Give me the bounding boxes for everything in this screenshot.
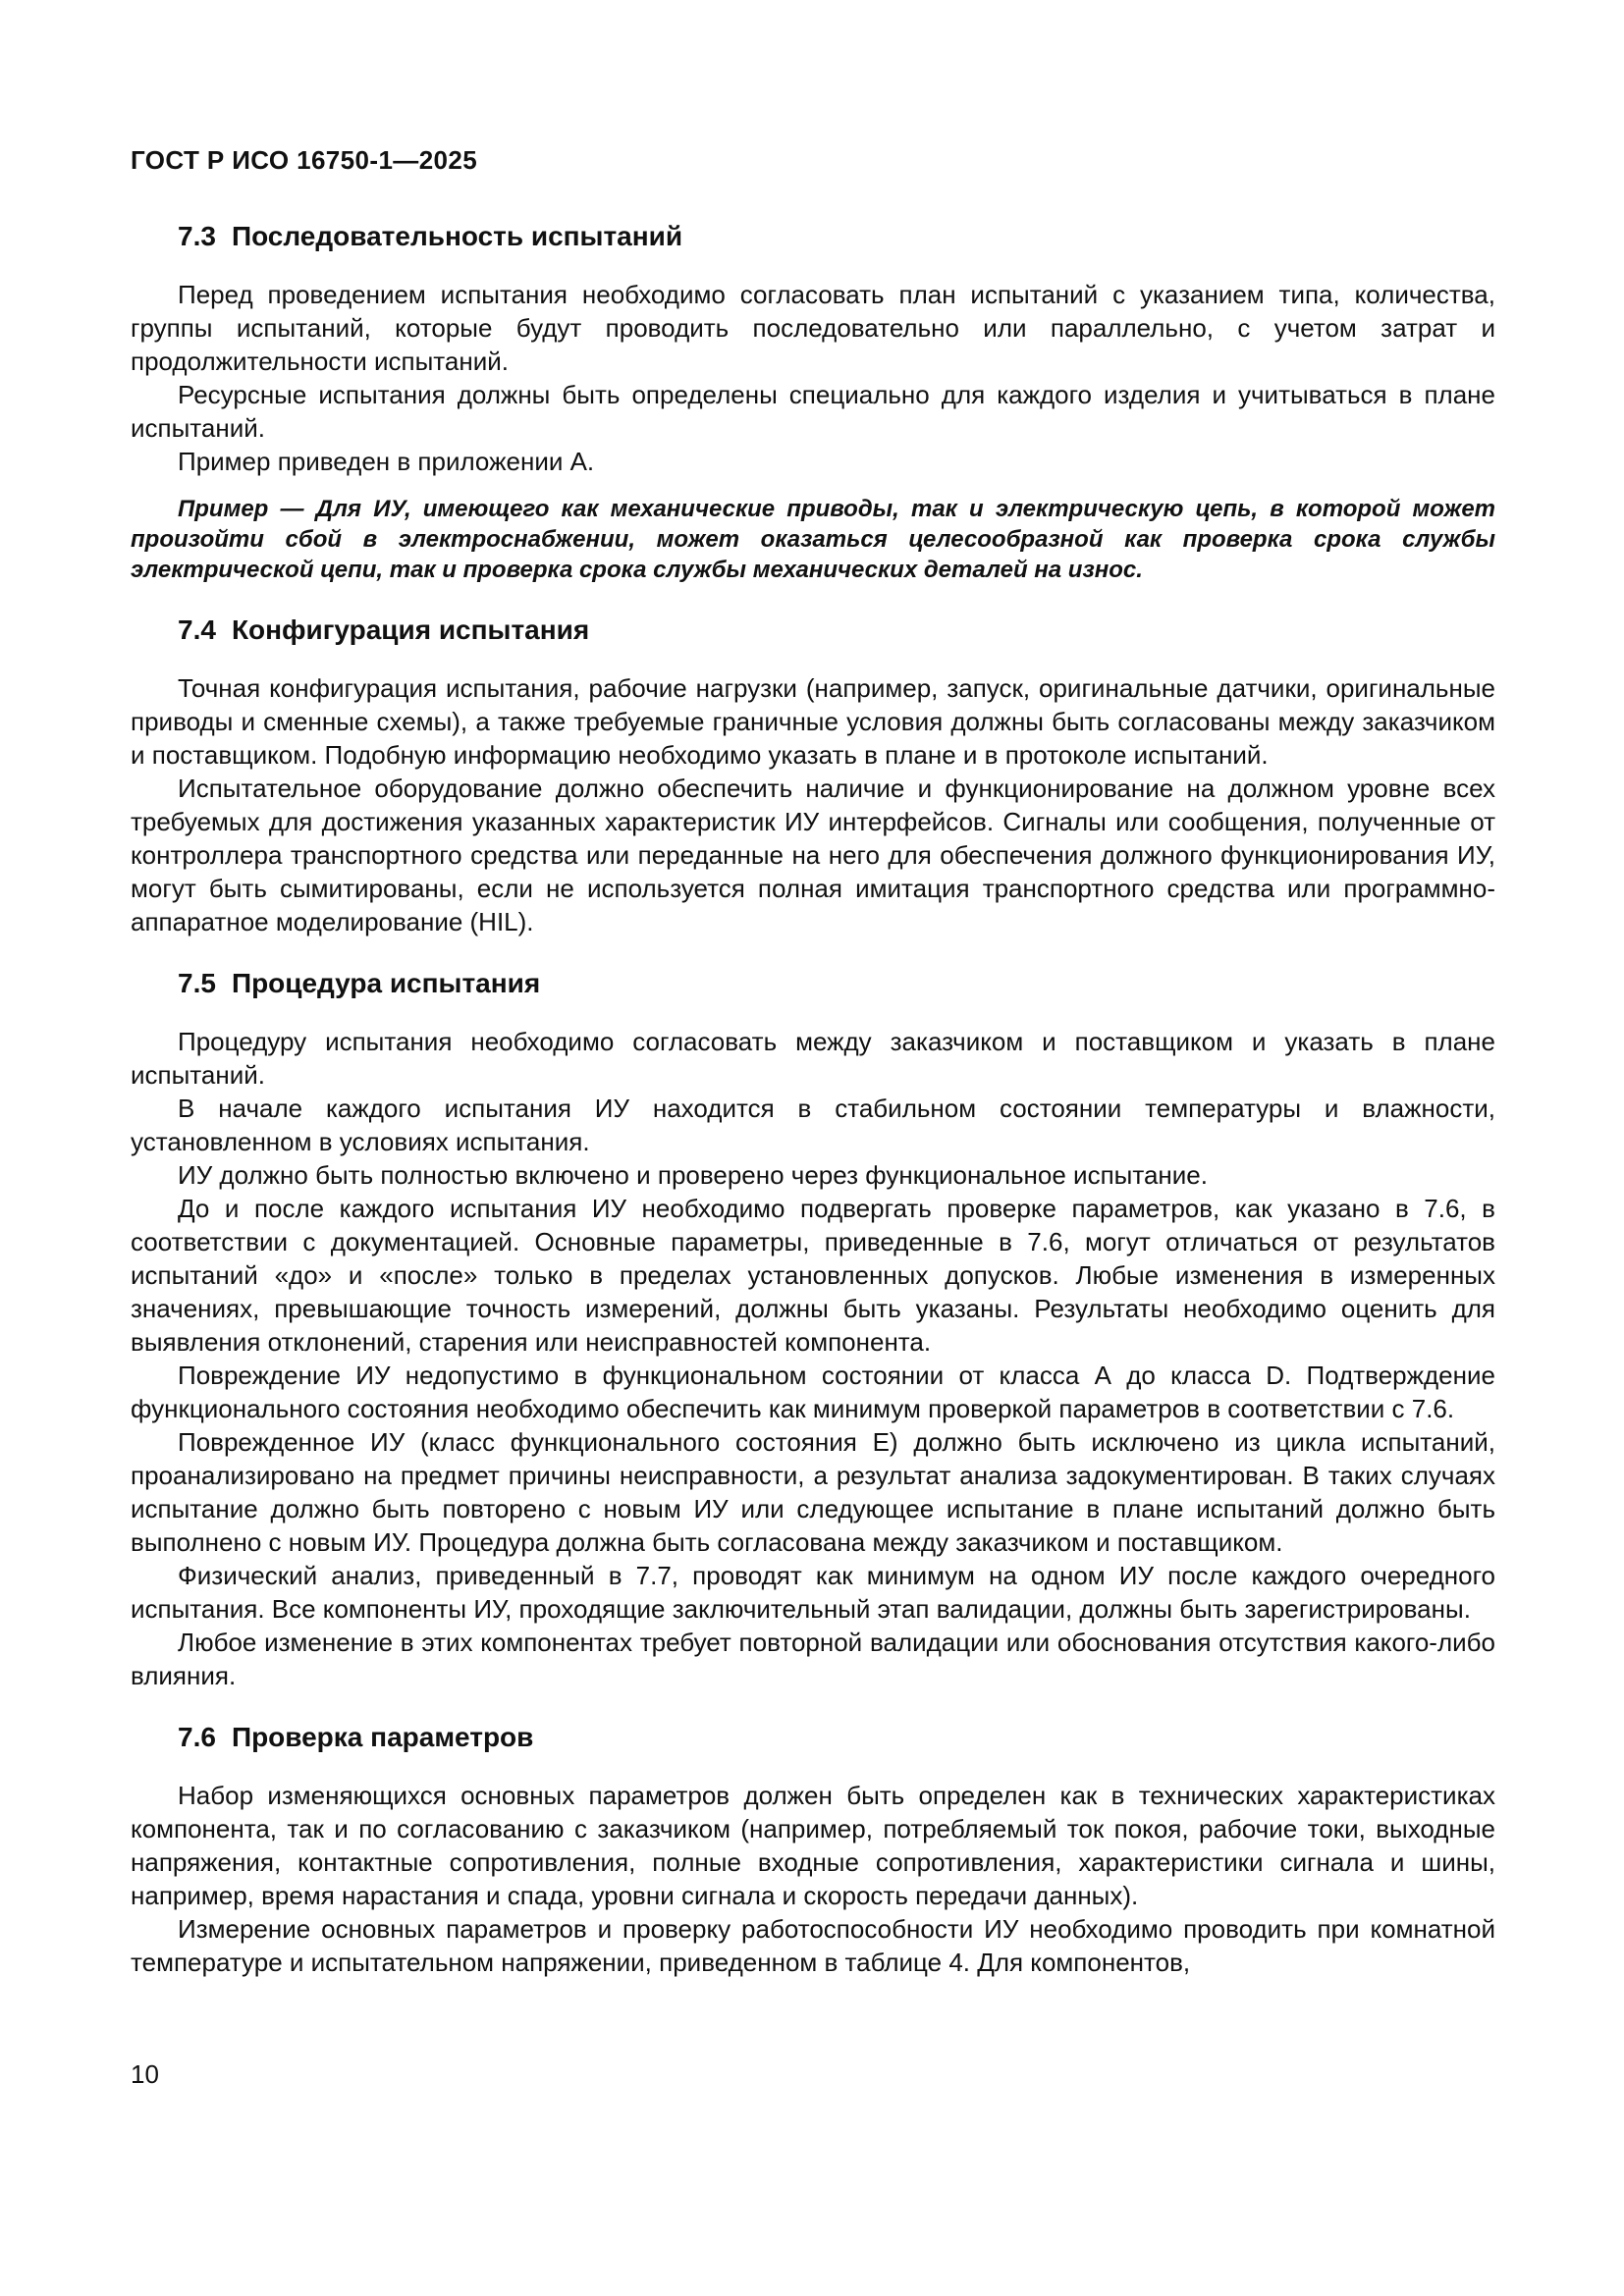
paragraph: Поврежденное ИУ (класс функционального состояния Е) должно быть исключено из цикла испытаний, проанализировано на предмет причины неисправности, а результат анализа задокументирован. В таких случаях испытание должно быть повторено с новым ИУ или следующее испытание в плане испытаний должно быть выполнено с новым ИУ. Процедура должна быть согласована между заказчиком и поставщиком. — [131, 1427, 1495, 1557]
section-7-4-heading — [131, 614, 1495, 646]
paragraph: Повреждение ИУ недопустимо в функциональном состоянии от класса А до класса D. Подтверждение функционального состояния необходимо обеспечить как минимум проверкой параметров в соответствии с 7.6. — [131, 1361, 1495, 1423]
paragraph: Процедуру испытания необходимо согласовать между заказчиком и поставщиком и указать в плане испытаний. — [131, 1027, 1495, 1090]
section-7-6-heading — [131, 1722, 1495, 1753]
paragraph: Измерение основных параметров и проверку работоспособности ИУ необходимо проводить при комнатной температуре и испытательном напряжении, приведенном в таблице 4. Для компонентов, — [131, 1914, 1495, 1977]
heading-title: Процедура испытания — [231, 968, 541, 998]
section-7-3-heading — [131, 221, 1495, 252]
heading-number: 7.6 — [178, 1722, 216, 1752]
paragraph: Точная конфигурация испытания, рабочие нагрузки (например, запуск, оригинальные датчики, оригинальные приводы и сменные схемы), а также требуемые граничные условия должны быть согласованы между заказчиком и поставщиком. Подобную информацию необходимо указать в плане и в протоколе испытаний. — [131, 673, 1495, 770]
paragraph: Пример приведен в приложении А. — [178, 447, 595, 476]
paragraph: В начале каждого испытания ИУ находится в стабильном состоянии температуры и влажности, установленном в условиях испытания. — [131, 1094, 1495, 1156]
paragraph: ИУ должно быть полностью включено и проверено через функциональное испытание. — [178, 1160, 1208, 1190]
heading-title: Конфигурация испытания — [231, 614, 590, 645]
heading-number: 7.4 — [178, 614, 216, 645]
page-content — [131, 145, 1495, 1979]
heading-title: Последовательность испытаний — [231, 221, 683, 251]
example-note: Пример — Для ИУ, имеющего как механические приводы, так и электрическую цепь, в которой может произойти сбой в электроснабжении, может оказаться целесообразной как проверка срока службы электрической цепи, так и проверка срока службы механических деталей на износ. — [131, 496, 1495, 583]
paragraph: Набор изменяющихся основных параметров должен быть определен как в технических характеристиках компонента, так и по согласованию с заказчиком (например, потребляемый ток покоя, рабочие токи, выходные напряжения, контактные сопротивления, полные входные сопротивления, характеристики сигнала и шины, например, время нарастания и спада, уровни сигнала и скорость передачи данных). — [131, 1781, 1495, 1910]
page-number: 10 — [131, 2059, 159, 2089]
paragraph: Любое изменение в этих компонентах требует повторной валидации или обоснования отсутствия какого-либо влияния. — [131, 1628, 1495, 1690]
section-7-6 — [131, 1722, 1495, 1979]
heading-title: Проверка параметров — [231, 1722, 534, 1752]
paragraph: Перед проведением испытания необходимо согласовать план испытаний с указанием типа, количества, группы испытаний, которые будут проводить последовательно или параллельно, с учетом затрат и продолжительности испытаний. — [131, 280, 1495, 376]
paragraph: Ресурсные испытания должны быть определены специально для каждого изделия и учитываться в плане испытаний. — [131, 380, 1495, 443]
paragraph: До и после каждого испытания ИУ необходимо подвергать проверке параметров, как указано в 7.6, в соответствии с документацией. Основные параметры, приведенные в 7.6, могут отличаться от результатов испытаний «до» и «после» только в пределах установленных допусков. Любые изменения в измеренных значениях, превышающие точность измерений, должны быть указаны. Результаты необходимо оценить для выявления отклонений, старения или неисправностей компонента. — [131, 1194, 1495, 1357]
document-code: ГОСТ Р ИСО 16750-1—2025 — [131, 145, 478, 175]
section-7-5 — [131, 968, 1495, 1692]
section-7-3 — [131, 221, 1495, 585]
paragraph: Физический анализ, приведенный в 7.7, проводят как минимум на одном ИУ после каждого очередного испытания. Все компоненты ИУ, проходящие заключительный этап валидации, должны быть зарегистрированы. — [131, 1561, 1495, 1624]
section-7-5-heading — [131, 968, 1495, 999]
section-7-4 — [131, 614, 1495, 938]
paragraph: Испытательное оборудование должно обеспечить наличие и функционирование на должном уровне всех требуемых для достижения указанных характеристик ИУ интерфейсов. Сигналы или сообщения, полученные от контроллера транспортного средства или переданные на него для обеспечения должного функционирования ИУ, могут быть сымитированы, если не используется полная имитация транспортного средства или программно-аппаратное моделирование (HIL). — [131, 774, 1495, 936]
heading-number: 7.3 — [178, 221, 216, 251]
heading-number: 7.5 — [178, 968, 216, 998]
